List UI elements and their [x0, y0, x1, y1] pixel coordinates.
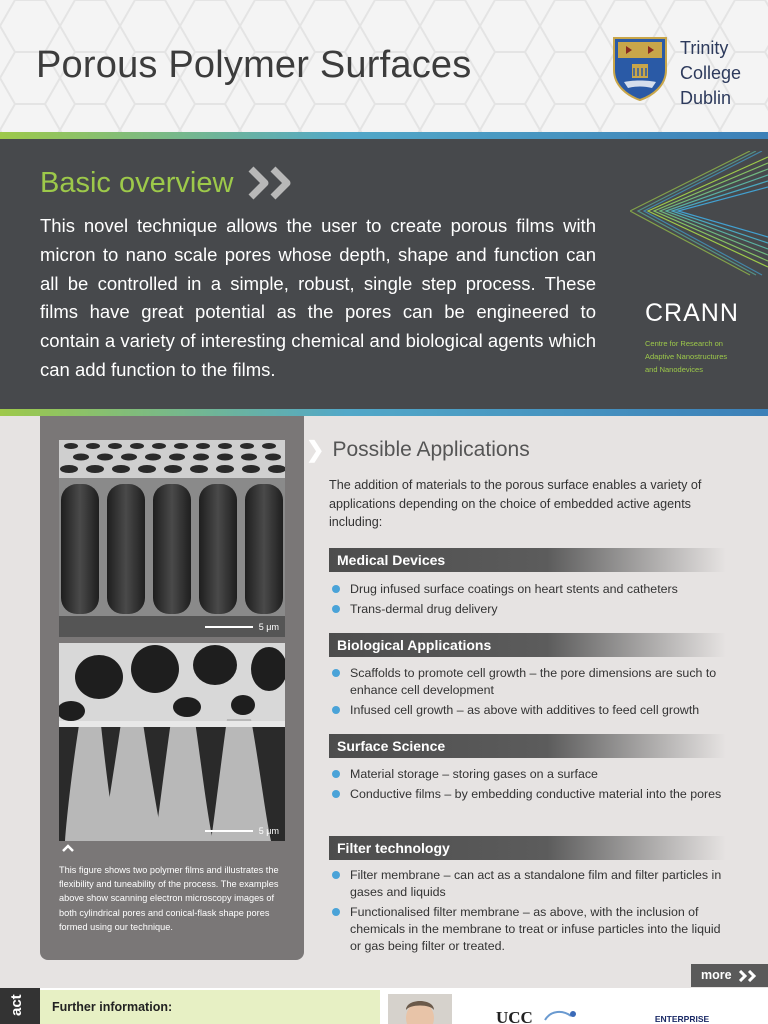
enterprise-ireland-logo: ENTERPRISE: [654, 1014, 710, 1024]
sem-image-conical: [59, 643, 285, 841]
list-item: Trans-dermal drug delivery: [332, 601, 732, 618]
contact-tab: act: [0, 988, 40, 1024]
more-button[interactable]: more: [691, 964, 768, 987]
overview-text: This novel technique allows the user to create porous films with micron to nano scale pores whose depth, shape and function can all be controlled in a simple, robust, single step process. These films have great potential as the pores can be engineered to contain a variety of interesting chemical and biological agents which can add function to the films.: [40, 215, 596, 380]
sem-conical-pores-image: [59, 643, 285, 841]
list-item: Drug infused surface coatings on heart stents and catheters: [332, 581, 732, 598]
tcd-logo: [612, 36, 741, 111]
medical-devices-list: [332, 581, 732, 621]
further-information-box: Further information:: [40, 990, 380, 1024]
applications-heading: ❯ Possible Applications: [306, 437, 530, 462]
category-filter-technology: Filter technology: [329, 836, 726, 860]
color-stripe: [0, 409, 768, 416]
page-title: Porous Polymer Surfaces: [36, 44, 472, 86]
tcd-crest-icon: [612, 36, 668, 102]
list-item: Filter membrane – can act as a standalone film and filter particles in gases and liquids: [332, 867, 732, 901]
color-stripe: [0, 132, 768, 139]
chevron-right-icon: ❯: [306, 437, 325, 462]
scale-bar: 5 μm: [205, 622, 279, 632]
overview-band: [0, 139, 768, 409]
category-surface-science: Surface Science: [329, 734, 726, 758]
crann-subtitle: Centre for Research on Adaptive Nanostructures and Nanodevices: [645, 339, 728, 374]
list-item: Functionalised filter membrane – as above, with the inclusion of chemicals in the membrane to treat or infuse particles into the liquid or gas being filter or treated.: [332, 904, 732, 955]
chevron-up-icon: [61, 843, 75, 853]
crann-logo: CRANN: [645, 299, 739, 327]
surface-science-list: [332, 766, 732, 806]
list-item: Scaffolds to promote cell growth – the pore dimensions are such to enhance cell development: [332, 665, 732, 699]
contact-photo: [388, 994, 452, 1024]
double-chevron-icon: [247, 165, 301, 201]
partner-logos: [496, 1008, 709, 1024]
scale-bar: 5 μm: [205, 826, 279, 836]
sem-cylindrical-pores-image: [59, 440, 285, 637]
category-biological-applications: Biological Applications: [329, 633, 726, 657]
biological-applications-list: [332, 665, 732, 722]
sem-image-cylindrical: [59, 440, 285, 637]
category-medical-devices: Medical Devices: [329, 548, 726, 572]
tcd-wordmark: Trinity College Dublin: [680, 38, 742, 108]
list-item: Material storage – storing gases on a surface: [332, 766, 732, 783]
filter-technology-list: [332, 867, 732, 958]
applications-intro: The addition of materials to the porous surface enables a variety of applications depending on the choice of embedded active agents including:: [329, 478, 702, 529]
list-item: Conductive films – by embedding conductive material into the pores: [332, 786, 732, 803]
header: [0, 0, 768, 132]
double-chevron-icon: [738, 970, 760, 982]
ucc-logo: UCC: [496, 1008, 533, 1024]
list-item: Infused cell growth – as above with additives to feed cell growth: [332, 702, 732, 719]
person-photo-image: [388, 994, 452, 1024]
figure-caption: This figure shows two polymer films and illustrates the flexibility and tuneability of the process. The examples above show scanning electron microscopy images of both cylindrical pores and conical-flask shape pores formed using our technique.: [59, 865, 279, 932]
partner-swirl-icon: [541, 1008, 581, 1024]
crann-lines-graphic: [630, 151, 768, 281]
overview-heading: Basic overview: [40, 165, 301, 201]
